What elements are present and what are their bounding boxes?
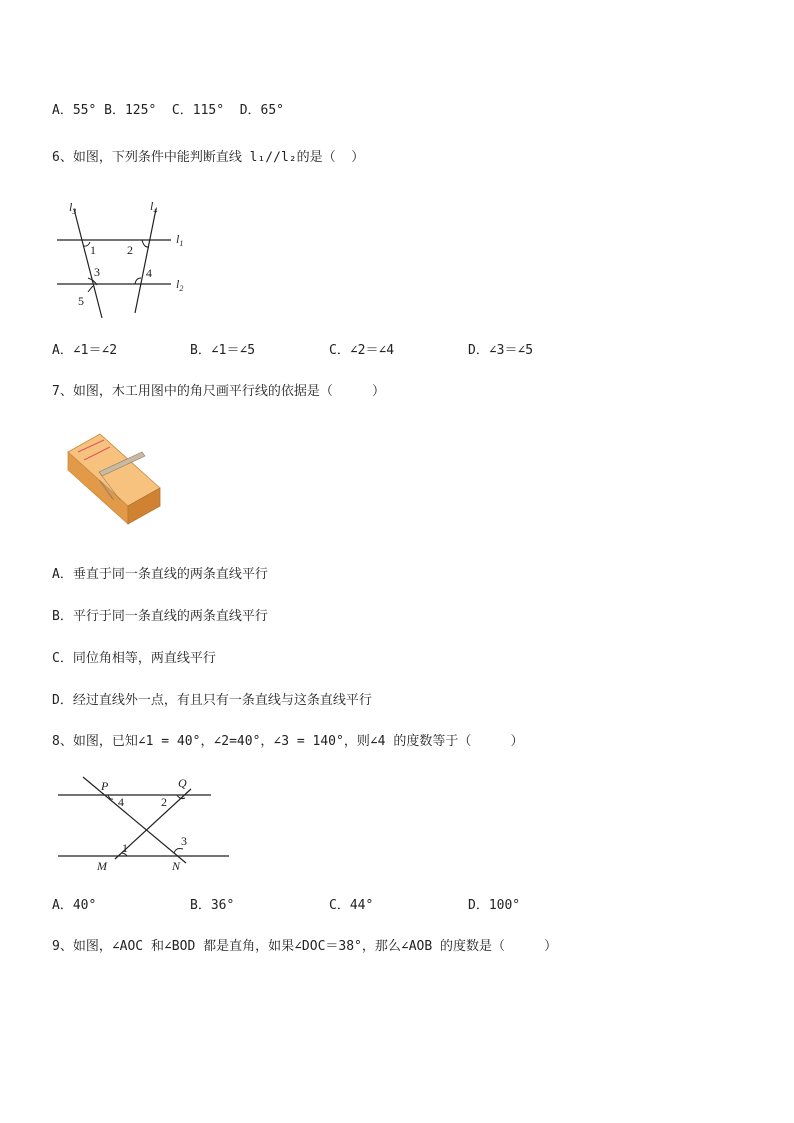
q7-option-c: C．同位角相等，两直线平行 [52,651,216,666]
q6-angle-2: 2 [127,243,133,257]
q8-angle-4: 4 [118,795,124,809]
q7-option-a: A．垂直于同一条直线的两条直线平行 [52,567,268,582]
q8-label-n: N [172,859,181,873]
q7-option-d: D．经过直线外一点，有且只有一条直线与这条直线平行 [52,693,372,708]
q6-label-l4: $l_4$ [150,199,158,215]
carpenter-square-icon [64,430,164,526]
q8-stem: 8、如图，已知∠1 = 40°，∠2=40°，∠3 = 140°，则∠4 的度数等于（ ） [52,734,524,749]
q7-option-b: B．平行于同一条直线的两条直线平行 [52,609,268,624]
q6-label-l3: $l_3$ [69,200,77,216]
q8-label-p: P [101,779,109,793]
q8-option-b: B．36° [190,898,235,913]
q9-stem: 9、如图，∠AOC 和∠BOD 都是直角，如果∠DOC＝38°，那么∠AOB 的度数是（ ） [52,939,558,954]
q8-option-a: A．40° [52,898,97,913]
q6-label-l2: $l_2$ [176,277,184,293]
q6-angle-1: 1 [90,243,96,257]
q6-angle-4: 4 [146,266,152,280]
q6-label-l1: $l_1$ [176,232,184,248]
q8-angle-3: 3 [181,834,187,848]
q6-figure [55,195,205,323]
q6-angle-5: 5 [78,294,84,308]
q8-angle-2: 2 [161,795,167,809]
q6-option-d: D．∠3＝∠5 [468,343,534,358]
q8-option-c: C．44° [329,898,374,913]
q8-option-d: D．100° [468,898,521,913]
q7-stem: 7、如图，木工用图中的角尺画平行线的依据是（ ） [52,384,385,399]
q8-angle-1: 1 [122,841,128,855]
q6-stem: 6、如图，下列条件中能判断直线 l₁∕∕l₂的是（ ） [52,150,365,165]
q6-angle-3: 3 [94,265,100,279]
q6-option-a: A．∠1＝∠2 [52,343,118,358]
q5-options: A．55° B．125° C．115° D．65° [52,103,285,118]
q8-label-m: M [97,859,107,873]
q6-option-c: C．∠2＝∠4 [329,343,395,358]
q6-option-b: B．∠1＝∠5 [190,343,256,358]
q8-figure [55,775,235,875]
q8-label-q: Q [178,776,187,790]
